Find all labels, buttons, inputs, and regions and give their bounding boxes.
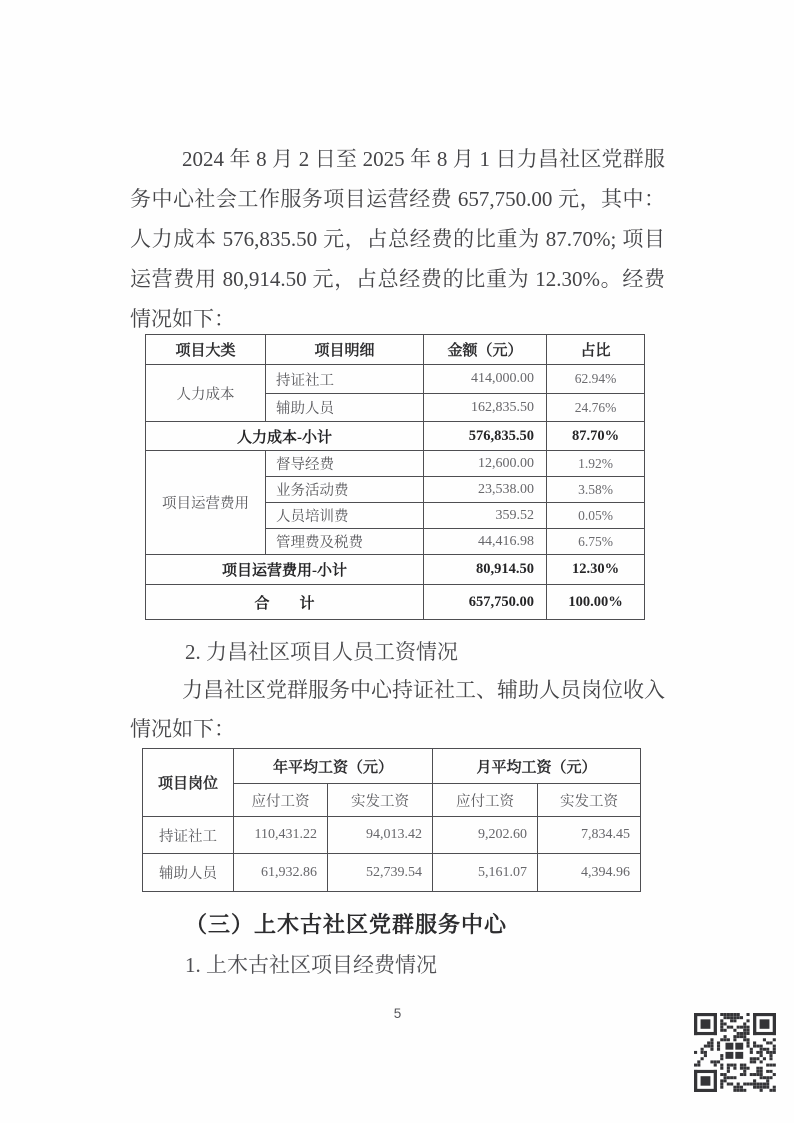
detail-cell: 人员培训费 [266, 503, 424, 529]
col-header-detail: 项目明细 [266, 335, 424, 365]
expense-table [145, 334, 645, 620]
salary-table [142, 748, 641, 892]
intro-paragraph: 2024 年 8 月 2 日至 2025 年 8 月 1 日力昌社区党群服务中心社会工作服务项目运营经费 657,750.00 元，其中：人力成本 576,835.50 元，占总经费的比重为 87.70%; 项目运营费用 80,914.50 元，占总经费的比重为 12.30%。经费情况如下： [130, 147, 665, 331]
section3-subheading: 1. 上木古社区项目经费情况 [185, 953, 437, 977]
table-row [146, 365, 645, 394]
amount-cell: 414,000.00 [424, 365, 547, 394]
total-label: 合 计 [146, 585, 424, 620]
section2-heading: 2. 力昌社区项目人员工资情况 [185, 640, 458, 664]
table-row [146, 451, 645, 477]
col-header-monthly: 月平均工资（元） [433, 749, 641, 784]
subtotal-row [146, 422, 645, 451]
amount-cell: 44,416.98 [424, 529, 547, 555]
subtotal-row [146, 555, 645, 585]
amount-cell: 162,835.50 [424, 394, 547, 422]
ratio-cell: 62.94% [547, 365, 645, 394]
col-header-category: 项目大类 [146, 335, 266, 365]
amount-cell: 359.52 [424, 503, 547, 529]
amount-cell: 12,600.00 [424, 451, 547, 477]
salary-row [143, 817, 641, 854]
amount-cell: 23,538.00 [424, 477, 547, 503]
salary-row [143, 854, 641, 892]
ratio-cell: 1.92% [547, 451, 645, 477]
col-header-yearly: 年平均工资（元） [234, 749, 433, 784]
subtotal-amount: 576,835.50 [424, 422, 547, 451]
page-number: 5 [393, 1006, 402, 1021]
detail-cell: 管理费及税费 [266, 529, 424, 555]
category-cell: 人力成本 [146, 365, 266, 422]
subtotal-label: 人力成本-小计 [146, 422, 424, 451]
salary-header-row [143, 749, 641, 784]
category-cell: 项目运营费用 [146, 451, 266, 555]
qr-code [694, 1013, 776, 1092]
position-cell: 辅助人员 [143, 854, 234, 892]
subheader-paid: 实发工资 [538, 784, 641, 817]
subtotal-label: 项目运营费用-小计 [146, 555, 424, 585]
ratio-cell: 24.76% [547, 394, 645, 422]
detail-cell: 业务活动费 [266, 477, 424, 503]
section2-paragraph: 力昌社区党群服务中心持证社工、辅助人员岗位收入情况如下： [130, 678, 665, 741]
subheader-paid: 实发工资 [328, 784, 433, 817]
year-payable-cell: 61,932.86 [234, 854, 328, 892]
subheader-payable: 应付工资 [433, 784, 538, 817]
month-paid-cell: 4,394.96 [538, 854, 641, 892]
detail-cell: 辅助人员 [266, 394, 424, 422]
year-paid-cell: 52,739.54 [328, 854, 433, 892]
ratio-cell: 6.75% [547, 529, 645, 555]
position-cell: 持证社工 [143, 817, 234, 854]
ratio-cell: 3.58% [547, 477, 645, 503]
total-amount: 657,750.00 [424, 585, 547, 620]
total-ratio: 100.00% [547, 585, 645, 620]
detail-cell: 持证社工 [266, 365, 424, 394]
subtotal-ratio: 12.30% [547, 555, 645, 585]
subtotal-amount: 80,914.50 [424, 555, 547, 585]
expense-table-header-row [146, 335, 645, 365]
col-header-ratio: 占比 [547, 335, 645, 365]
subtotal-ratio: 87.70% [547, 422, 645, 451]
year-payable-cell: 110,431.22 [234, 817, 328, 854]
month-payable-cell: 9,202.60 [433, 817, 538, 854]
month-paid-cell: 7,834.45 [538, 817, 641, 854]
total-row [146, 585, 645, 620]
subheader-payable: 应付工资 [234, 784, 328, 817]
ratio-cell: 0.05% [547, 503, 645, 529]
year-paid-cell: 94,013.42 [328, 817, 433, 854]
detail-cell: 督导经费 [266, 451, 424, 477]
month-payable-cell: 5,161.07 [433, 854, 538, 892]
col-header-position: 项目岗位 [143, 749, 234, 817]
section3-heading: （三）上木古社区党群服务中心 [185, 912, 508, 937]
col-header-amount: 金额（元） [424, 335, 547, 365]
